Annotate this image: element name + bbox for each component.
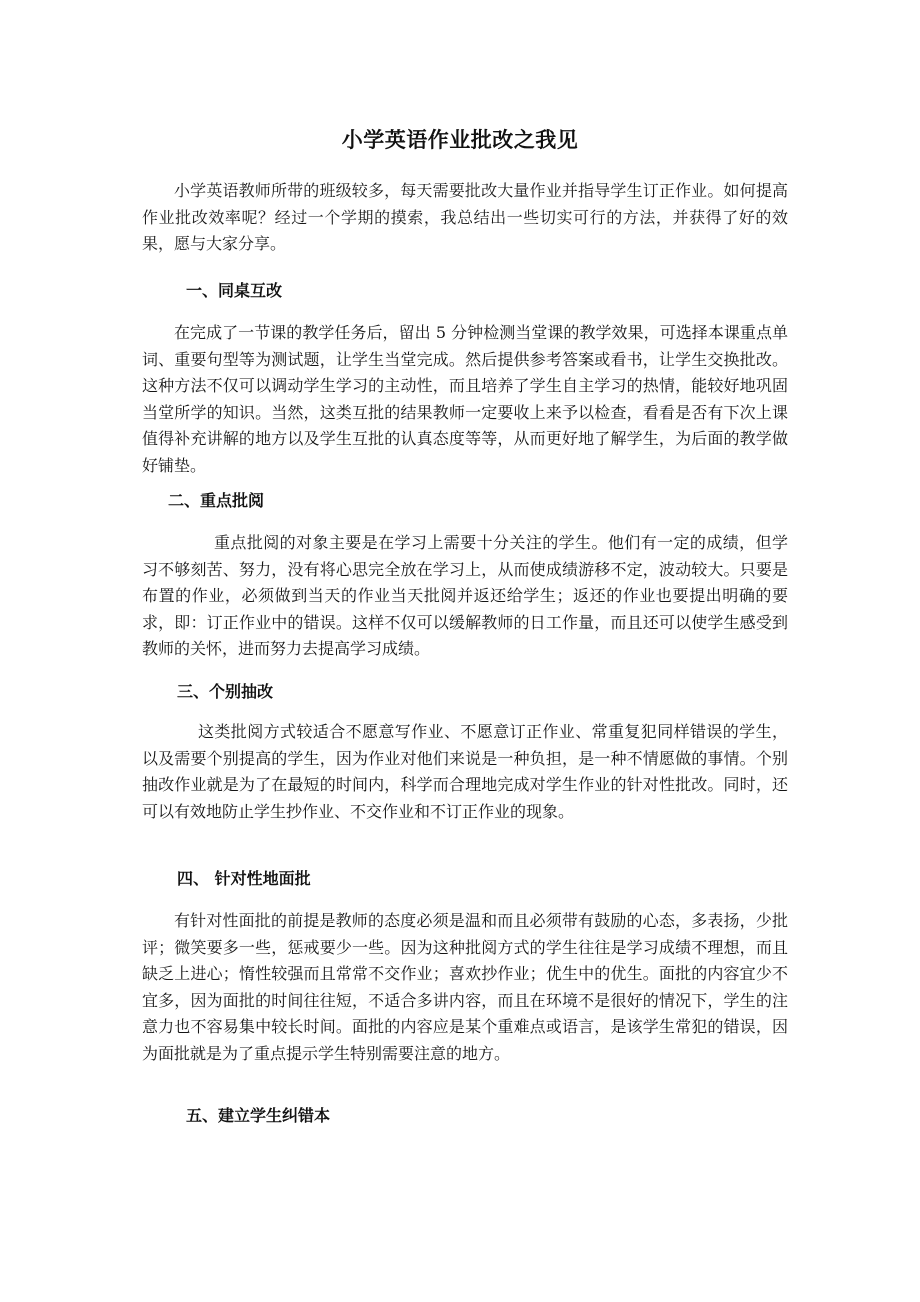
section-heading-1: 一、同桌互改 xyxy=(186,281,283,300)
section-heading-2: 二、重点批阅 xyxy=(168,491,265,510)
section-heading-3: 三、个别抽改 xyxy=(177,682,274,701)
section-body-1: 在完成了一节课的教学任务后，留出 5 分钟检测当堂课的教学效果，可选择本课重点单词、重要句型等为测试题，让学生当堂完成。然后提供参考答案或看书，让学生交换批改。这种方法不仅可以调动学生学习的主动性，而且培养了学生自主学习的热情，能较好地巩固当堂所学的知识。当然，这类互批的结果教师一定要收上来予以检查，看看是否有下次上课值得补充讲解的地方以及学生互批的认真态度等等，从而更好地了解学生，为后面的教学做好铺垫。 xyxy=(142,323,788,475)
section-heading-4: 四、 针对性地面批 xyxy=(177,869,311,888)
intro-paragraph: 小学英语教师所带的班级较多，每天需要批改大量作业并指导学生订正作业。如何提高作业批改效率呢？经过一个学期的摸索，我总结出一些切实可行的方法，并获得了好的效果，愿与大家分享。 xyxy=(142,181,788,253)
document-title: 小学英语作业批改之我见 xyxy=(341,127,579,152)
section-body-3: 这类批阅方式较适合不愿意写作业、不愿意订正作业、常重复犯同样错误的学生，以及需要个别提高的学生，因为作业对他们来说是一种负担，是一种不情愿做的事情。个别抽改作业就是为了在最短的时间内，科学而合理地完成对学生作业的针对性批改。同时，还可以有效地防止学生抄作业、不交作业和不订正作业的现象。 xyxy=(142,722,788,821)
section-heading-5: 五、建立学生纠错本 xyxy=(186,1106,331,1125)
section-body-2: 重点批阅的对象主要是在学习上需要十分关注的学生。他们有一定的成绩，但学习不够刻苦、努力，没有将心思完全放在学习上，从而使成绩游移不定，波动较大。只要是布置的作业，必须做到当天的作业当天批阅并返还给学生；返还的作业也要提出明确的要求，即：订正作业中的错误。这样不仅可以缓解教师的日工作量，而且还可以使学生感受到教师的关怀，进而努力去提高学习成绩。 xyxy=(142,533,788,658)
section-body-4: 有针对性面批的前提是教师的态度必须是温和而且必须带有鼓励的心态，多表扬，少批评；微笑要多一些，惩戒要少一些。因为这种批阅方式的学生往往是学习成绩不理想，而且缺乏上进心；惰性较强而且常常不交作业；喜欢抄作业；优生中的优生。面批的内容宜少不宜多，因为面批的时间往往短，不适合多讲内容，而且在环境不是很好的情况下，学生的注意力也不容易集中较长时间。面批的内容应是某个重难点或语言，是该学生常犯的错误，因为面批就是为了重点提示学生特别需要注意的地方。 xyxy=(142,911,788,1063)
